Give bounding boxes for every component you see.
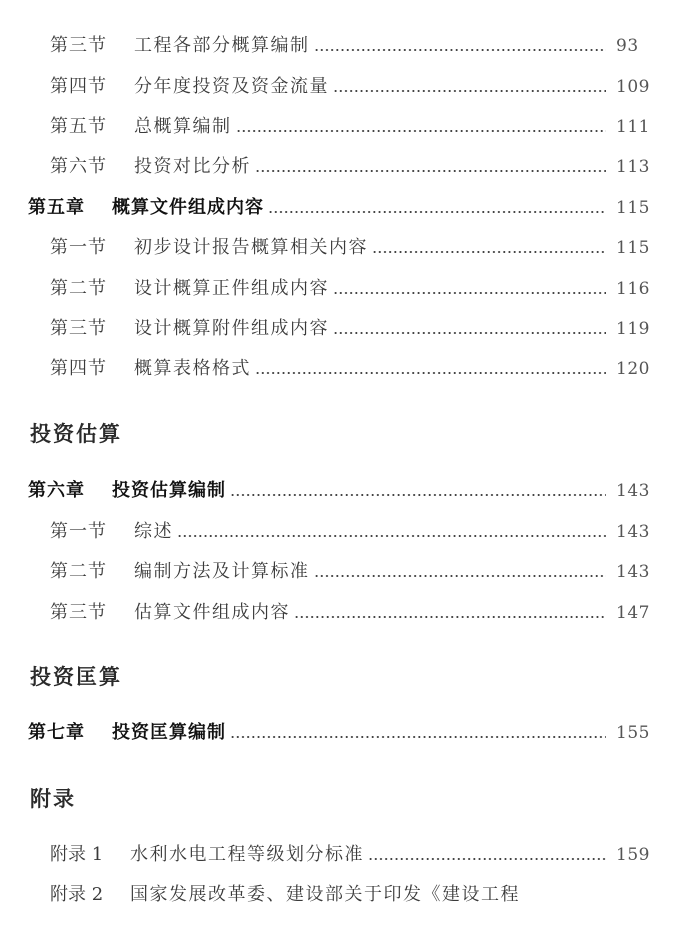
entry-label: 第二节 — [50, 561, 107, 582]
toc-entry[interactable] — [0, 557, 686, 587]
dot-leader — [177, 535, 606, 537]
page-number: 143 — [616, 481, 650, 501]
page-number: 155 — [616, 723, 650, 743]
page-number: 119 — [616, 319, 650, 339]
toc-chapter[interactable] — [0, 718, 686, 748]
entry-title: 综述 — [134, 521, 173, 542]
toc-entry[interactable] — [0, 72, 686, 102]
toc-appendix-entry[interactable] — [0, 880, 686, 910]
page-number: 120 — [616, 359, 650, 379]
dot-leader — [236, 130, 607, 132]
entry-label: 第一节 — [50, 521, 107, 542]
dot-leader — [333, 332, 606, 334]
dot-leader — [255, 372, 606, 374]
page-number: 159 — [616, 845, 650, 865]
dot-leader — [314, 49, 607, 51]
part-heading-appendix: 附录 — [30, 787, 76, 811]
entry-title: 初步设计报告概算相关内容 — [134, 237, 368, 258]
toc-entry[interactable] — [0, 152, 686, 182]
chapter-title: 投资估算编制 — [112, 480, 226, 501]
entry-title: 分年度投资及资金流量 — [134, 76, 329, 97]
entry-title: 编制方法及计算标准 — [134, 561, 310, 582]
page-number: 109 — [616, 77, 650, 97]
entry-title: 总概算编制 — [134, 116, 232, 137]
dot-leader — [255, 170, 606, 172]
toc-chapter[interactable] — [0, 193, 686, 223]
toc-entry[interactable] — [0, 233, 686, 263]
page-number: 115 — [616, 198, 650, 218]
dot-leader — [268, 211, 606, 213]
chapter-label: 第七章 — [28, 722, 85, 743]
toc-entry[interactable] — [0, 354, 686, 384]
dot-leader — [333, 292, 606, 294]
entry-title: 估算文件组成内容 — [134, 602, 290, 623]
entry-label: 第三节 — [50, 602, 107, 623]
appendix-label: 附录 1 — [50, 844, 104, 865]
dot-leader — [294, 616, 606, 618]
part-heading-estimate: 投资估算 — [30, 422, 122, 446]
dot-leader — [372, 251, 606, 253]
entry-title: 设计概算附件组成内容 — [134, 318, 329, 339]
page-number: 147 — [616, 603, 650, 623]
toc-entry[interactable] — [0, 314, 686, 344]
entry-label: 第二节 — [50, 278, 107, 299]
toc-entry[interactable] — [0, 517, 686, 547]
entry-label: 第三节 — [50, 318, 107, 339]
entry-title: 设计概算正件组成内容 — [134, 278, 329, 299]
dot-leader — [368, 858, 606, 860]
entry-label: 第六节 — [50, 156, 107, 177]
chapter-label: 第五章 — [28, 197, 85, 218]
chapter-label: 第六章 — [28, 480, 85, 501]
entry-title: 工程各部分概算编制 — [134, 35, 310, 56]
entry-label: 第三节 — [50, 35, 107, 56]
part-heading-budget: 投资匡算 — [30, 665, 122, 689]
appendix-title: 国家发展改革委、建设部关于印发《建设工程 — [130, 884, 520, 905]
appendix-label: 附录 2 — [50, 884, 104, 905]
entry-label: 第五节 — [50, 116, 107, 137]
appendix-title: 水利水电工程等级划分标准 — [130, 844, 364, 865]
page-number: 116 — [616, 279, 650, 299]
dot-leader — [314, 575, 607, 577]
page-number: 115 — [616, 238, 650, 258]
page-number: 111 — [616, 117, 650, 137]
dot-leader — [230, 494, 606, 496]
chapter-title: 投资匡算编制 — [112, 722, 226, 743]
chapter-title: 概算文件组成内容 — [112, 197, 264, 218]
toc-entry[interactable] — [0, 274, 686, 304]
entry-label: 第四节 — [50, 76, 107, 97]
page-number: 113 — [616, 157, 650, 177]
entry-label: 第一节 — [50, 237, 107, 258]
toc-entry[interactable] — [0, 112, 686, 142]
dot-leader — [230, 736, 606, 738]
toc-chapter[interactable] — [0, 476, 686, 506]
entry-title: 概算表格格式 — [134, 358, 251, 379]
toc-entry[interactable] — [0, 31, 686, 61]
page-number: 143 — [616, 522, 650, 542]
toc-entry[interactable] — [0, 598, 686, 628]
toc-appendix-entry[interactable] — [0, 840, 686, 870]
dot-leader — [333, 90, 606, 92]
entry-label: 第四节 — [50, 358, 107, 379]
page-number: 143 — [616, 562, 650, 582]
page-number: 93 — [616, 36, 639, 56]
entry-title: 投资对比分析 — [134, 156, 251, 177]
